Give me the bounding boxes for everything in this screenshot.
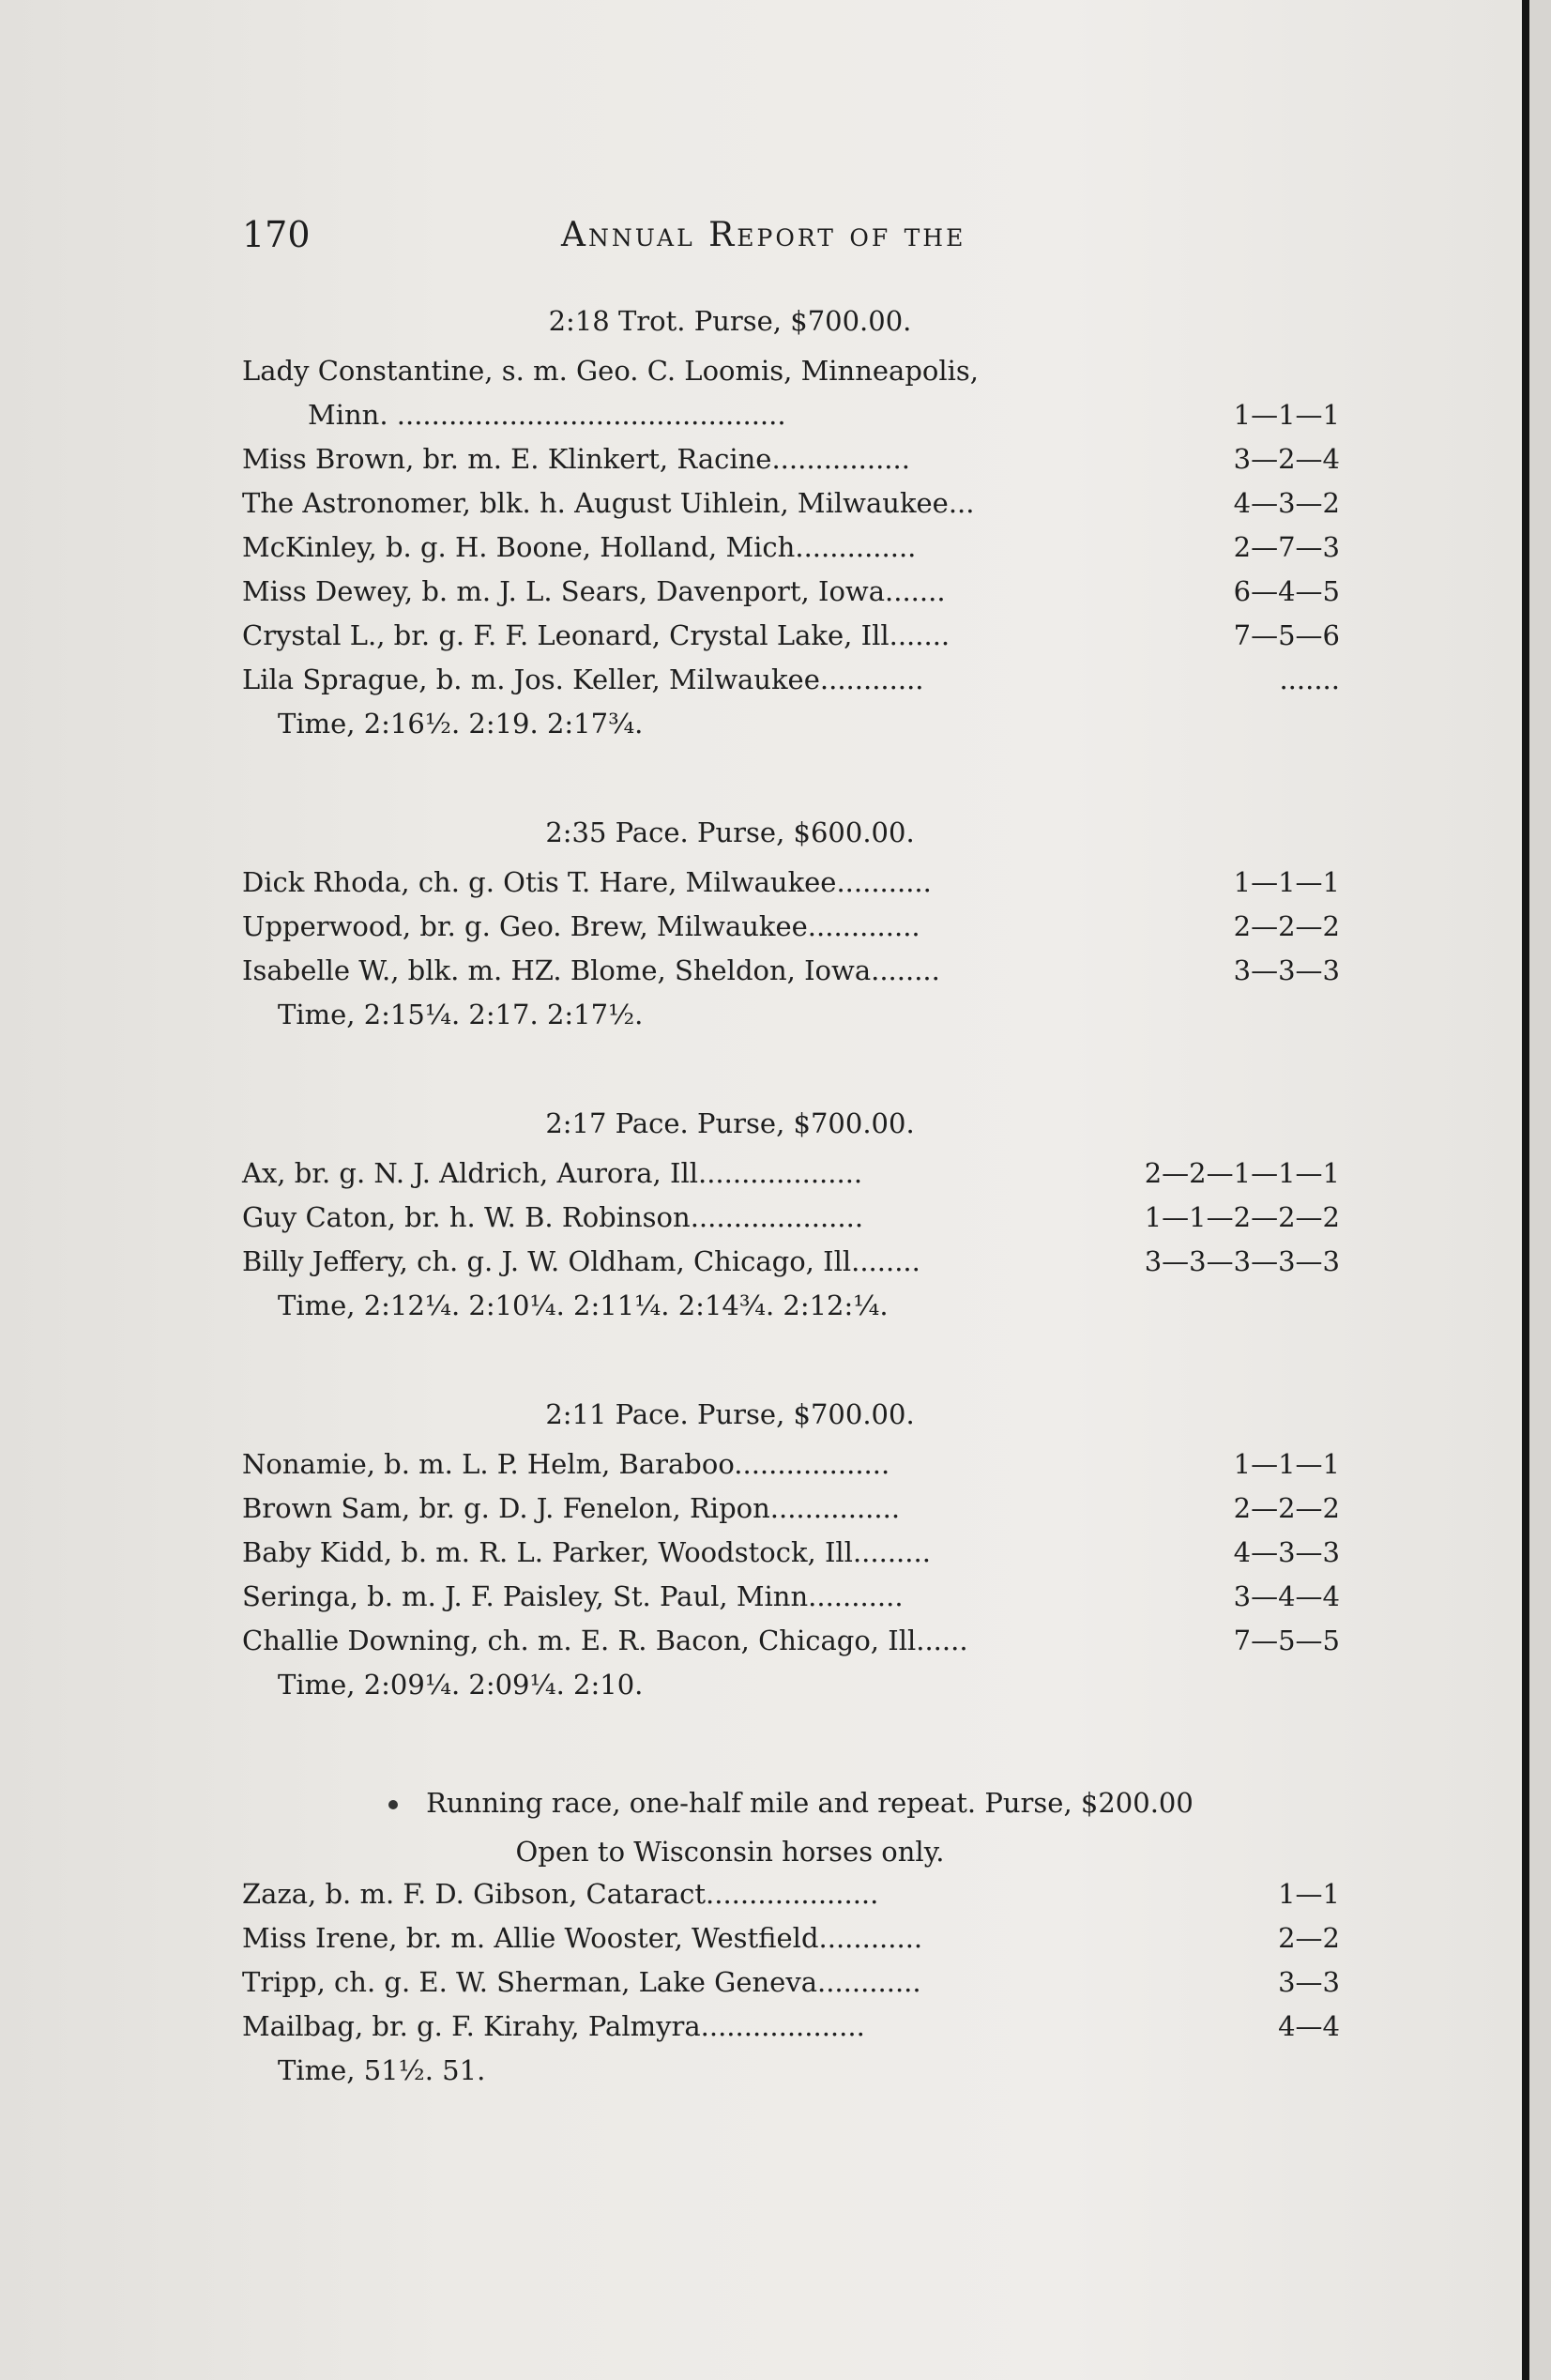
race-section-3 xyxy=(242,1103,1340,1328)
entry-result: 1—1—1 xyxy=(1233,399,1340,431)
race-entry xyxy=(242,570,1340,614)
entry-result: 3—3 xyxy=(1278,1966,1340,1998)
entry-result: 2—7—3 xyxy=(1233,531,1340,563)
entry-text: Nonamie, b. m. L. P. Helm, Baraboo.................. xyxy=(242,1448,890,1480)
entry-text: Dick Rhoda, ch. g. Otis T. Hare, Milwaukee........... xyxy=(242,866,932,898)
entry-result: 7—5—5 xyxy=(1233,1625,1340,1656)
race-entry xyxy=(242,437,1340,481)
entry-text: Miss Brown, br. m. E. Klinkert, Racine................ xyxy=(242,443,910,475)
entry-text: Minn. ............................................. xyxy=(308,399,786,431)
entry-result: 1—1 xyxy=(1278,1878,1340,1910)
entry-text: Mailbag, br. g. F. Kirahy, Palmyra................... xyxy=(242,2010,865,2042)
entry-text: Crystal L., br. g. F. F. Leonard, Crystal Lake, Ill....... xyxy=(242,619,950,651)
entry-text: Tripp, ch. g. E. W. Sherman, Lake Geneva............ xyxy=(242,1966,921,1998)
race-section-2 xyxy=(242,812,1340,1037)
entry-text: Lady Constantine, s. m. Geo. C. Loomis, Minneapolis, xyxy=(242,355,980,387)
race-time: Time, 2:09¼. 2:09¼. 2:10. xyxy=(278,1669,644,1701)
race-entry xyxy=(242,1960,1340,2005)
entry-text: Brown Sam, br. g. D. J. Fenelon, Ripon............... xyxy=(242,1492,901,1524)
entry-text: Zaza, b. m. F. D. Gibson, Cataract.................... xyxy=(242,1878,879,1910)
race-entry xyxy=(242,481,1340,526)
race-section-1 xyxy=(242,300,1340,746)
entry-result: 4—3—2 xyxy=(1233,487,1340,519)
race-time: Time, 2:15¼. 2:17. 2:17½. xyxy=(278,999,644,1030)
race-entry xyxy=(242,1196,1340,1240)
entry-text: Upperwood, br. g. Geo. Brew, Milwaukee............. xyxy=(242,910,920,942)
race-entry xyxy=(242,1240,1340,1284)
entry-text: Miss Dewey, b. m. J. L. Sears, Davenport, Iowa....... xyxy=(242,575,946,607)
race-entry xyxy=(242,1916,1340,1960)
entry-text: Guy Caton, br. h. W. B. Robinson.................... xyxy=(242,1201,864,1233)
entry-result: 1—1—1 xyxy=(1233,866,1340,898)
entry-text: Isabelle W., blk. m. HZ. Blome, Sheldon, Iowa........ xyxy=(242,954,940,986)
race-entry xyxy=(242,949,1340,993)
race-entry xyxy=(242,526,1340,570)
race-results xyxy=(242,300,1340,2147)
entry-result: 3—2—4 xyxy=(1233,443,1340,475)
entry-text: Miss Irene, br. m. Allie Wooster, Westfield............ xyxy=(242,1922,923,1954)
entry-text: Baby Kidd, b. m. R. L. Parker, Woodstock, Ill......... xyxy=(242,1536,931,1568)
race-entry xyxy=(242,1442,1340,1487)
entry-result: ....... xyxy=(1279,664,1340,695)
race-section-5 xyxy=(242,1782,1340,2093)
entry-text: Lila Sprague, b. m. Jos. Keller, Milwaukee............ xyxy=(242,664,924,695)
race-entry xyxy=(242,393,1340,437)
entry-result: 4—4 xyxy=(1278,2010,1340,2042)
race-entry xyxy=(242,658,1340,702)
page-number: 170 xyxy=(242,214,311,255)
race-entry xyxy=(242,905,1340,949)
entry-text: Seringa, b. m. J. F. Paisley, St. Paul, Minn........... xyxy=(242,1580,904,1612)
entry-result: 3—4—4 xyxy=(1233,1580,1340,1612)
race-title: 2:35 Pace. Purse, $600.00. xyxy=(545,816,915,848)
race-title xyxy=(242,1782,1340,1823)
entry-text: The Astronomer, blk. h. August Uihlein, Milwaukee... xyxy=(242,487,975,519)
entry-result: 6—4—5 xyxy=(1233,575,1340,607)
race-title: 2:18 Trot. Purse, $700.00. xyxy=(548,305,912,337)
entry-text: Billy Jeffery, ch. g. J. W. Oldham, Chicago, Ill........ xyxy=(242,1245,920,1277)
entry-result: 3—3—3 xyxy=(1233,954,1340,986)
race-entry xyxy=(242,1619,1340,1663)
entry-result: 3—3—3—3—3 xyxy=(1144,1245,1340,1277)
race-entry xyxy=(242,614,1340,658)
race-entry xyxy=(242,2005,1340,2049)
race-title-text: Running race, one-half mile and repeat. Purse, $200.00 xyxy=(426,1787,1194,1819)
entry-text: Challie Downing, ch. m. E. R. Bacon, Chicago, Ill...... xyxy=(242,1625,968,1656)
race-entry xyxy=(242,1531,1340,1575)
race-time: Time, 2:16½. 2:19. 2:17¾. xyxy=(278,708,644,740)
page-edge-shadow xyxy=(1522,0,1529,2380)
page-margin xyxy=(1529,0,1551,2380)
race-entry xyxy=(242,1487,1340,1531)
bullet-icon xyxy=(388,1800,398,1809)
entry-result: 2—2—2 xyxy=(1233,910,1340,942)
entry-result: 2—2—1—1—1 xyxy=(1144,1157,1340,1189)
race-title: 2:11 Pace. Purse, $700.00. xyxy=(545,1398,915,1430)
race-entry xyxy=(242,1152,1340,1196)
entry-result: 7—5—6 xyxy=(1233,619,1340,651)
race-entry xyxy=(242,1872,1340,1916)
race-entry xyxy=(242,1575,1340,1619)
race-section-4 xyxy=(242,1394,1340,1707)
page-header xyxy=(242,214,1087,270)
running-head: Annual Report of the xyxy=(561,216,966,254)
race-time: Time, 51½. 51. xyxy=(278,2054,486,2086)
race-entry xyxy=(242,349,1340,393)
race-time: Time, 2:12¼. 2:10¼. 2:11¼. 2:14¾. 2:12:¼. xyxy=(278,1289,889,1321)
entry-text: McKinley, b. g. H. Boone, Holland, Mich.............. xyxy=(242,531,917,563)
entry-result: 4—3—3 xyxy=(1233,1536,1340,1568)
race-entry xyxy=(242,861,1340,905)
race-title: 2:17 Pace. Purse, $700.00. xyxy=(545,1107,915,1139)
entry-result: 2—2—2 xyxy=(1233,1492,1340,1524)
race-subtitle: Open to Wisconsin horses only. xyxy=(515,1836,945,1868)
entry-result: 2—2 xyxy=(1278,1922,1340,1954)
entry-text: Ax, br. g. N. J. Aldrich, Aurora, Ill................... xyxy=(242,1157,863,1189)
entry-result: 1—1—2—2—2 xyxy=(1144,1201,1340,1233)
entry-result: 1—1—1 xyxy=(1233,1448,1340,1480)
